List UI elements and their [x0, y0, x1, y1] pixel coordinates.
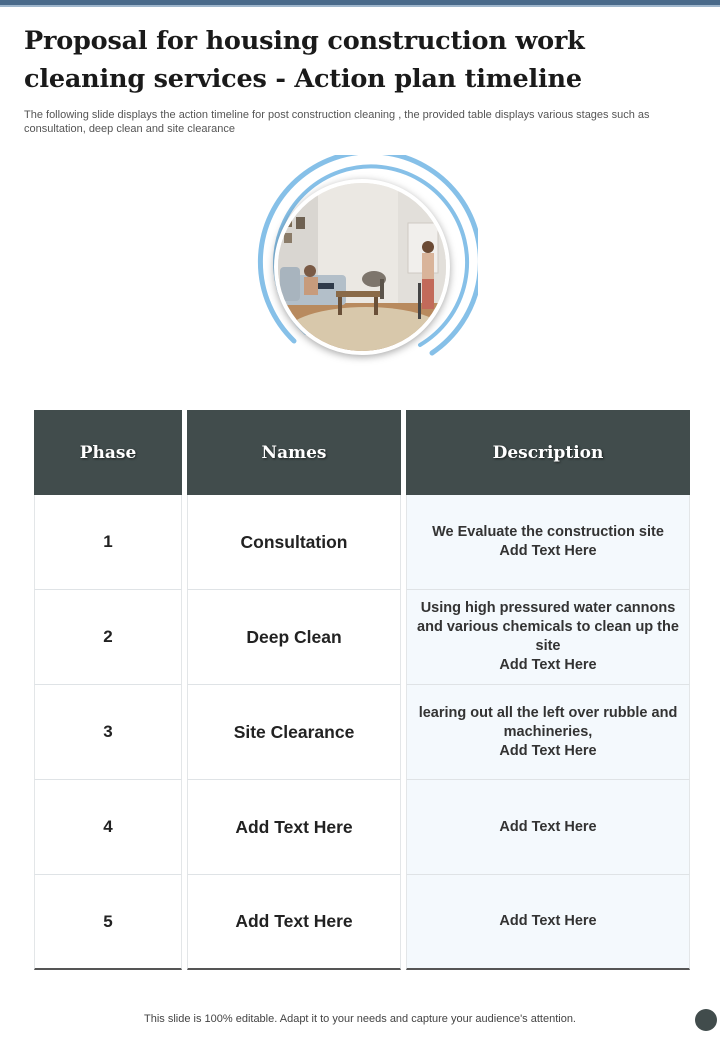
name-cell: Add Text Here [187, 875, 401, 970]
top-accent-line [0, 5, 720, 7]
footer-note: This slide is 100% editable. Adapt it to your needs and capture your audience's attention. [144, 1013, 576, 1025]
description-cell [406, 685, 690, 780]
phase-cell: 4 [34, 780, 182, 875]
description-header: Description [406, 410, 690, 495]
description-text: Add Text Here [499, 818, 597, 835]
footer-dot-icon [695, 1009, 717, 1031]
description-text: learing out all the left over rubble and machineries, Add Text Here [418, 704, 678, 759]
living-room-photo [274, 179, 450, 355]
phase-cell: 5 [34, 875, 182, 970]
name-cell: Site Clearance [187, 685, 401, 780]
phase-column [34, 410, 182, 970]
names-header: Names [187, 410, 401, 495]
hero-photo-group [248, 155, 478, 370]
name-cell: Consultation [187, 495, 401, 590]
description-column [406, 410, 690, 970]
phase-cell: 3 [34, 685, 182, 780]
phase-header: Phase [34, 410, 182, 495]
description-cell [406, 780, 690, 875]
name-cell: Add Text Here [187, 780, 401, 875]
page-subtitle: The following slide displays the action timeline for post construction cleaning , the provided table displays various stages such as consultation, deep clean and site clearance [24, 109, 650, 135]
phase-cell: 2 [34, 590, 182, 685]
description-cell [406, 875, 690, 970]
page-title: Proposal for housing construction work cleaning services - Action plan timeline [24, 26, 585, 94]
description-cell [406, 590, 690, 685]
phase-cell: 1 [34, 495, 182, 590]
description-cell [406, 495, 690, 590]
names-column [187, 410, 401, 970]
description-text: Using high pressured water cannons and various chemicals to clean up the site Add Text Here [417, 600, 679, 673]
description-text: We Evaluate the construction site Add Text Here [432, 524, 664, 559]
name-cell: Deep Clean [187, 590, 401, 685]
description-text: Add Text Here [499, 913, 597, 929]
